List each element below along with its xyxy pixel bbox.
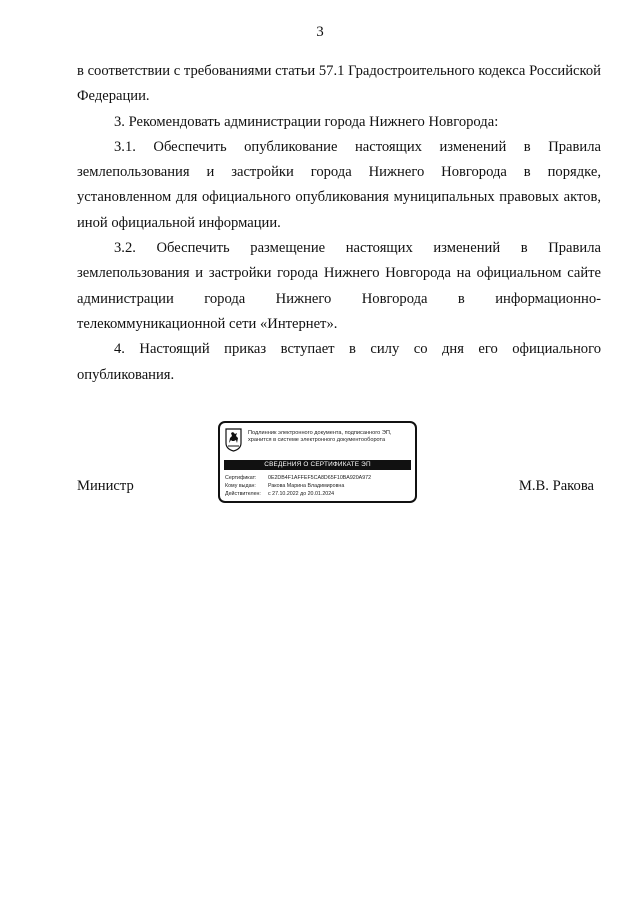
stamp-header: СВЕДЕНИЯ О СЕРТИФИКАТЕ ЭП xyxy=(224,460,411,470)
issued-to-value: Ракова Марина Владимировна xyxy=(268,483,345,489)
validity-value: с 27.10.2022 до 20.01.2024 xyxy=(268,491,335,497)
issued-to-label: Кому выдан: xyxy=(225,483,256,489)
certificate-label: Сертификат: xyxy=(225,475,257,481)
paragraph-continuation: в соответствии с требованиями статьи 57.1 Градостроительного кодекса Российской Федерации. xyxy=(77,63,601,105)
body-text xyxy=(77,59,601,388)
coat-of-arms-icon xyxy=(225,428,242,452)
certificate-value: 0E2DB4F1AFFEF5CA8D65F10BA920A972 xyxy=(268,475,372,481)
signer-name: М.В. Ракова xyxy=(518,478,594,494)
stamp-note: Подлинник электронного документа, подписанного ЭП, хранится в системе электронного документооборота xyxy=(248,430,392,443)
signer-title: Министр xyxy=(77,478,134,494)
validity-label: Действителен: xyxy=(225,491,261,497)
paragraph-item-3-1: 3.1. Обеспечить опубликование настоящих изменений в Правила землепользования и застройки города Нижнего Новгорода в порядке, установленном для официального опубликования муниципальных правовых актов, иной официальной информации. xyxy=(77,138,601,231)
paragraph-item-3-2: 3.2. Обеспечить размещение настоящих изменений в Правила землепользования и застройки города Нижнего Новгорода на официальном сайте администрации города Нижнего Новгорода в информационно-телекоммуникационной сети «Интернет». xyxy=(77,240,601,332)
page-number: 3 xyxy=(316,24,324,40)
paragraph-item-3: 3. Рекомендовать администрации города Нижнего Новгорода: xyxy=(114,113,499,130)
paragraph-item-4: 4. Настоящий приказ вступает в силу со дня его официального опубликования. xyxy=(77,341,601,383)
signature-row xyxy=(77,478,601,498)
